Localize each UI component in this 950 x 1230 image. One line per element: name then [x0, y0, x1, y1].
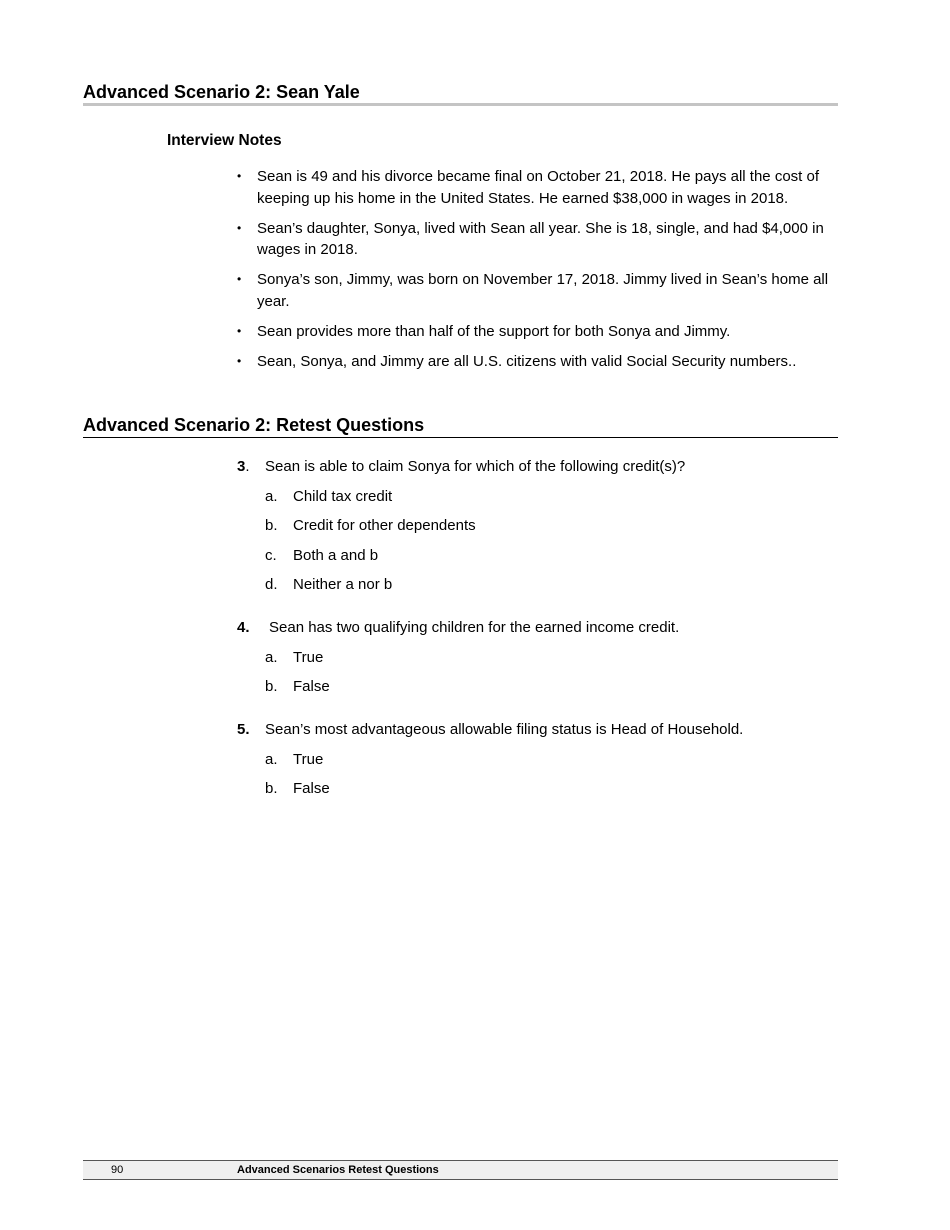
option-letter: a.: [265, 750, 278, 768]
option-letter: a.: [265, 648, 278, 666]
question-4: [237, 618, 837, 697]
note-item: [237, 166, 837, 209]
question-number: 4.: [237, 619, 250, 636]
bullet-icon: •: [237, 272, 242, 286]
option-letter: c.: [265, 546, 277, 564]
option-letter: b.: [265, 780, 278, 797]
option-text: Child tax credit: [293, 487, 393, 505]
interview-notes-list: [237, 166, 837, 381]
retest-heading: Advanced Scenario 2: Retest Questions: [83, 415, 425, 435]
option-text: Neither a nor b: [293, 576, 393, 593]
option-letter: d.: [265, 576, 278, 593]
answer-option-b[interactable]: [237, 516, 837, 536]
interview-notes-heading: Interview Notes: [167, 132, 282, 149]
note-text: Sean, Sonya, and Jimmy are all U.S. citizens with valid Social Security numbers..: [257, 352, 797, 370]
option-text: False: [293, 780, 330, 797]
question-5: [237, 720, 837, 799]
question-text: Sean is able to claim Sonya for which of the following credit(s)?: [265, 458, 686, 475]
question-text: Sean’s most advantageous allowable filing status is Head of Household.: [265, 721, 744, 738]
retest-divider: [83, 437, 838, 438]
page-footer: [83, 1160, 838, 1180]
option-text: False: [293, 678, 330, 695]
answer-option-b[interactable]: [237, 779, 837, 799]
note-item: [237, 321, 837, 343]
option-letter: a.: [265, 487, 278, 505]
option-text: Both a and b: [293, 546, 379, 564]
bullet-icon: •: [237, 220, 242, 235]
answer-option-d[interactable]: [237, 575, 837, 595]
option-text: True: [293, 648, 324, 666]
bullet-icon: •: [237, 169, 242, 183]
bullet-icon: •: [237, 353, 242, 368]
question-text: Sean has two qualifying children for the earned income credit.: [269, 619, 680, 636]
note-text: Sean’s daughter, Sonya, lived with Sean all year. She is 18, single, and had $4,000 in wages in 2018.: [257, 219, 824, 258]
answer-option-a[interactable]: [237, 750, 837, 770]
scenario-heading: Advanced Scenario 2: Sean Yale: [83, 82, 360, 102]
note-item: [237, 269, 837, 312]
heading-divider: [83, 103, 838, 106]
option-text: True: [293, 750, 324, 768]
note-item: [237, 218, 837, 261]
note-text: Sean provides more than half of the support for both Sonya and Jimmy.: [257, 322, 731, 340]
answer-option-b[interactable]: [237, 677, 837, 697]
note-item: [237, 351, 837, 373]
option-letter: b.: [265, 517, 278, 534]
bullet-icon: •: [237, 323, 242, 338]
note-text: Sonya’s son, Jimmy, was born on November 17, 2018. Jimmy lived in Sean’s home all year.: [257, 271, 829, 310]
question-3: [237, 457, 837, 595]
option-letter: b.: [265, 678, 278, 695]
answer-option-a[interactable]: [237, 487, 837, 507]
page-number: 90: [111, 1164, 124, 1176]
answer-option-a[interactable]: [237, 648, 837, 668]
note-text: Sean is 49 and his divorce became final on October 21, 2018. He pays all the cost of keeping up his home in the United States. He earned $38,000 in wages in 2018.: [257, 168, 820, 207]
question-number: 5.: [237, 721, 250, 738]
question-number: 3.: [237, 458, 250, 475]
option-text: Credit for other dependents: [293, 517, 476, 534]
footer-title: Advanced Scenarios Retest Questions: [237, 1164, 439, 1176]
answer-option-c[interactable]: [237, 546, 837, 566]
